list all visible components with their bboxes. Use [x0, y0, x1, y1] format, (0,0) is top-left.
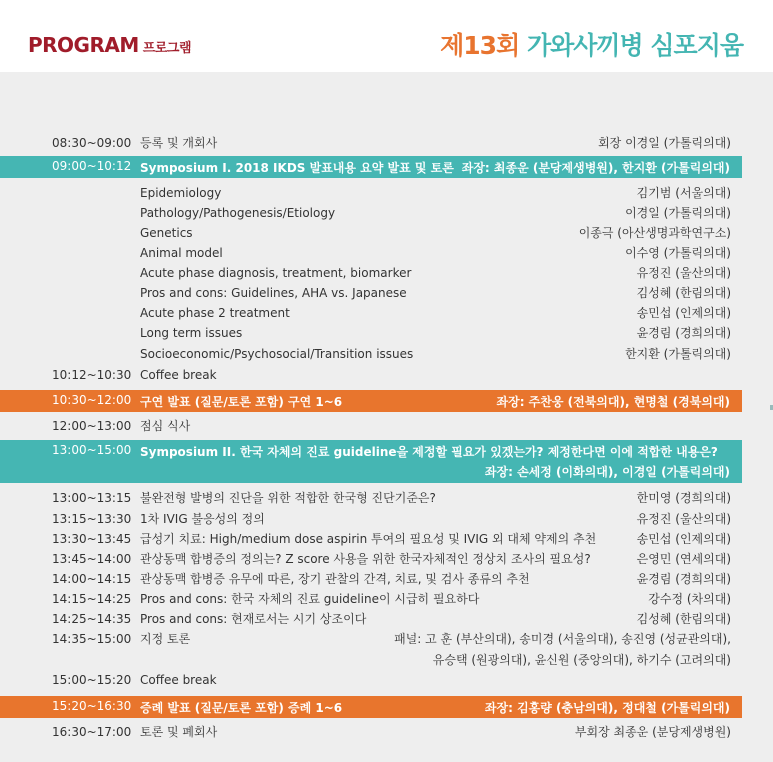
row-session: Acute phase 2 treatment	[140, 306, 290, 320]
row-time: 16:30~17:00	[52, 725, 132, 739]
bar-chair: 좌장: 최종운 (분당제생병원), 한지환 (가톨릭의대)	[461, 161, 730, 175]
row-speaker: 이종극 (아산생명과학연구소)	[578, 226, 731, 240]
row-session: 점심 식사	[140, 419, 191, 433]
row-speaker: 송민섭 (인제의대)	[636, 532, 731, 546]
program-row	[0, 224, 773, 242]
session-bar	[0, 440, 742, 483]
row-speaker: 유승택 (원광의대), 윤신원 (중앙의대), 하기수 (고려의대)	[432, 653, 731, 667]
row-speaker: 김성혜 (한림의대)	[636, 286, 731, 300]
row-session: 불완전형 발병의 진단을 위한 적합한 한국형 진단기준은?	[140, 491, 436, 505]
row-session: Pros and cons: Guidelines, AHA vs. Japanese	[140, 286, 407, 300]
row-time: 10:12~10:30	[52, 368, 132, 382]
bar-chair: 좌장: 손세정 (이화의대), 이경일 (가톨릭의대)	[484, 465, 730, 479]
program-row	[0, 530, 773, 548]
program-sub-label: 프로그램	[142, 41, 191, 56]
program-row	[0, 723, 773, 741]
program-row	[0, 630, 773, 648]
bar-chair: 좌장: 김홍량 (충남의대), 정대철 (가톨릭의대)	[484, 701, 730, 715]
header	[0, 0, 773, 72]
row-session: 지정 토론	[140, 632, 191, 646]
row-time: 14:00~14:15	[52, 572, 132, 586]
row-speaker: 부회장 최종운 (분당제생병원)	[574, 725, 731, 739]
program-row	[0, 671, 773, 689]
row-speaker: 이수영 (가톨릭의대)	[625, 246, 731, 260]
row-speaker: 윤경림 (경희의대)	[636, 326, 731, 340]
row-session: Genetics	[140, 226, 193, 240]
row-session: 급성기 치료: High/medium dose aspirin 투여의 필요성 및 IVIG 외 대체 약제의 추천	[140, 532, 597, 546]
row-time: 12:00~13:00	[52, 419, 132, 433]
row-session: Animal model	[140, 246, 223, 260]
row-speaker: 이경일 (가톨릭의대)	[625, 206, 731, 220]
row-session: Socioeconomic/Psychosocial/Transition issues	[140, 347, 414, 361]
program-row	[0, 570, 773, 588]
bar-title: 증례 발표 (질문/토론 포함) 증례 1~6	[140, 701, 343, 715]
row-session: Long term issues	[140, 326, 243, 340]
row-speaker: 유정진 (울산의대)	[636, 266, 731, 280]
row-time: 14:25~14:35	[52, 612, 132, 626]
program-row	[0, 510, 773, 528]
row-speaker: 유정진 (울산의대)	[636, 512, 731, 526]
program-row	[0, 550, 773, 568]
program-row	[0, 304, 773, 322]
session-bar	[0, 156, 742, 178]
row-speaker: 한지환 (가톨릭의대)	[625, 347, 731, 361]
program-row	[0, 489, 773, 507]
program-row	[0, 324, 773, 342]
bar-title: Symposium II. 한국 자체의 진료 guideline을 제정할 필요가 있겠는가? 제정한다면 이에 적합한 내용은?	[140, 445, 718, 459]
program-row	[0, 610, 773, 628]
bar-title: 구연 발표 (질문/토론 포함) 구연 1~6	[140, 395, 343, 409]
row-session: 토론 및 폐회사	[140, 725, 218, 739]
program-panel	[0, 72, 773, 762]
title-name: 가와사끼병 심포지움	[526, 31, 743, 60]
row-speaker: 송민섭 (인제의대)	[636, 306, 731, 320]
program-row	[0, 264, 773, 282]
row-session: Pathology/Pathogenesis/Etiology	[140, 206, 336, 220]
row-session: Coffee break	[140, 673, 217, 687]
row-time: 14:35~15:00	[52, 632, 132, 646]
program-row	[0, 244, 773, 262]
program-row	[0, 366, 773, 384]
row-time: 14:15~14:25	[52, 592, 132, 606]
row-time: 13:00~13:15	[52, 491, 132, 505]
bar-time: 15:20~16:30	[52, 699, 132, 713]
symposium-title	[440, 26, 743, 62]
program-row	[0, 204, 773, 222]
program-row	[0, 417, 773, 435]
bar-chair: 좌장: 주찬웅 (전북의대), 현명철 (경북의대)	[496, 395, 730, 409]
row-time: 13:45~14:00	[52, 552, 132, 566]
row-session: 관상동맥 합병증의 정의는? Z score 사용을 위한 한국자체적인 정상치 조사의 필요성?	[140, 552, 591, 566]
row-speaker: 한미영 (경희의대)	[636, 491, 731, 505]
row-speaker: 은영민 (연세의대)	[636, 552, 731, 566]
program-row	[0, 134, 773, 152]
row-speaker: 윤경림 (경희의대)	[636, 572, 731, 586]
row-time: 13:15~13:30	[52, 512, 132, 526]
program-label: PROGRAM	[28, 33, 139, 57]
session-bar	[0, 696, 742, 718]
bar-title: Symposium I. 2018 IKDS 발표내용 요약 발표 및 토론	[140, 161, 454, 175]
bar-time: 13:00~15:00	[52, 443, 132, 457]
session-bar	[0, 390, 742, 412]
program-row	[0, 284, 773, 302]
row-speaker: 김기범 (서울의대)	[636, 186, 731, 200]
row-session: 등록 및 개회사	[140, 136, 218, 150]
row-session: Acute phase diagnosis, treatment, biomarker	[140, 266, 412, 280]
row-speaker: 강수정 (차의대)	[648, 592, 731, 606]
row-session: Coffee break	[140, 368, 217, 382]
program-row	[0, 651, 773, 669]
program-row	[0, 184, 773, 202]
row-speaker: 패널: 고 훈 (부산의대), 송미경 (서울의대), 송진영 (성균관의대),	[394, 632, 731, 646]
program-heading	[28, 33, 191, 57]
title-edition: 제13회	[440, 31, 520, 60]
row-session: Pros and cons: 현재로서는 시기 상조이다	[140, 612, 367, 626]
row-session: 1차 IVIG 불응성의 정의	[140, 512, 265, 526]
row-time: 15:00~15:20	[52, 673, 132, 687]
bar-time: 09:00~10:12	[52, 159, 132, 173]
row-time: 08:30~09:00	[52, 136, 132, 150]
row-speaker: 김성혜 (한림의대)	[636, 612, 731, 626]
program-row	[0, 590, 773, 608]
row-time: 13:30~13:45	[52, 532, 132, 546]
row-session: Pros and cons: 한국 자체의 진료 guideline이 시급히 필요하다	[140, 592, 480, 606]
bar-time: 10:30~12:00	[52, 393, 132, 407]
row-session: Epidemiology	[140, 186, 222, 200]
program-row	[0, 345, 773, 363]
row-speaker: 회장 이경일 (가톨릭의대)	[598, 136, 731, 150]
row-session: 관상동맥 합병증 유무에 따른, 장기 관찰의 간격, 치료, 및 검사 종류의 추천	[140, 572, 530, 586]
